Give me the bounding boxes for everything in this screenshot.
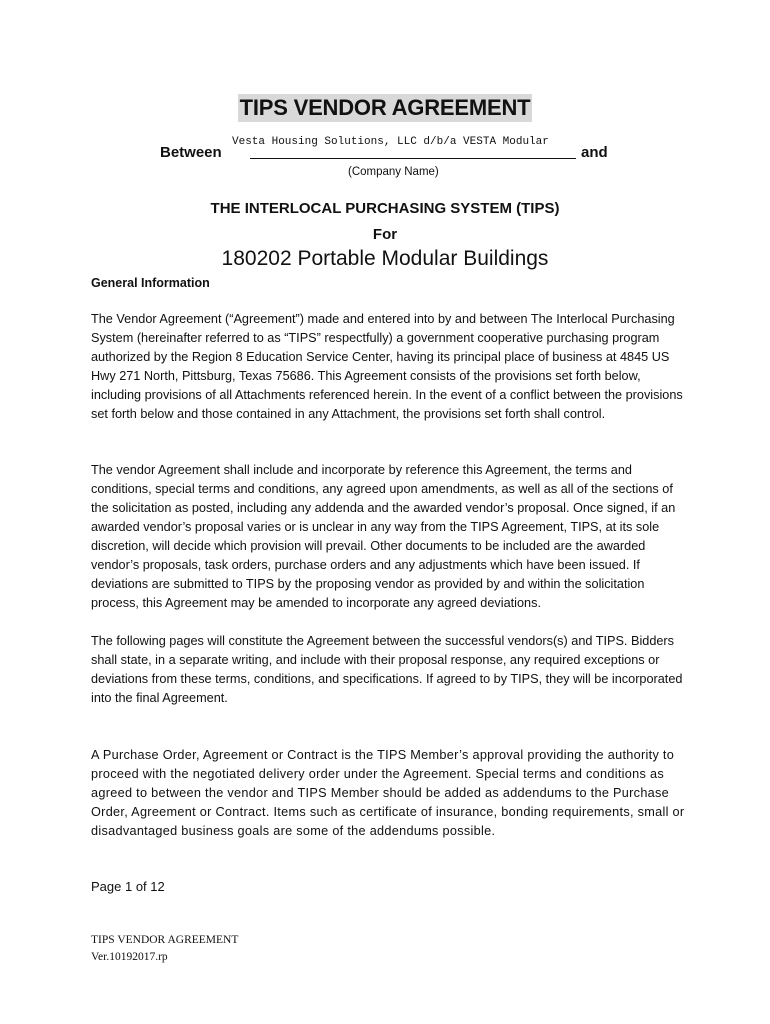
company-name-caption: (Company Name) (348, 166, 439, 178)
footer-version: Ver.10192017.rp (91, 951, 168, 963)
for-label: For (372, 226, 398, 243)
section-heading: General Information (91, 276, 210, 290)
paragraph-vendor-agreement: The Vendor Agreement (“Agreement”) made and entered into by and between The Interlocal Purchasing System (hereinafter referred to as “TIPS” respectfully) a government cooperative purchasing program authorized by the Region 8 Education Service Center, having its principal place of business at 4845 US Hwy 271 North, Pittsburg, Texas 75686. This Agreement consists of the provisions set forth below, including provisions of all Attachments referenced herein. In the event of a conflict between the provisions set forth below and those contained in any Attachment, the provisions set forth shall control. (91, 312, 683, 421)
footer (91, 932, 238, 966)
paragraph-incorporation: The vendor Agreement shall include and incorporate by reference this Agreement, the terms and conditions, special terms and conditions, any agreed upon amendments, as well as all of the sections of the solicitation as posted, including any addenda and the awarded vendor’s proposal. Once signed, if an awarded vendor’s proposal varies or is unclear in any way from the TIPS Agreement, TIPS, at its sole discretion, will decide which provision will prevail. Other documents to be included are the awarded vendor’s proposals, task orders, purchase orders and any adjustments which have been issued. If deviations are submitted to TIPS by the proposing vendor as provided by and within the solicitation process, this Agreement may be amended to incorporate any agreed deviations. (91, 463, 676, 610)
paragraph-purchase-order: A Purchase Order, Agreement or Contract is the TIPS Member’s approval providing the authority to proceed with the negotiated delivery order under the Agreement. Special terms and conditions as agreed to between the vendor and TIPS Member should be added as addendums to the Purchase Order, Agreement or Contract. Items such as certificate of insurance, bonding requirements, small or disadvantaged business goals are some of the addendums possible. (91, 748, 685, 838)
page-number: Page 1 of 12 (91, 879, 165, 894)
system-title: THE INTERLOCAL PURCHASING SYSTEM (TIPS) (210, 200, 560, 217)
company-name-field: Vesta Housing Solutions, LLC d/b/a VESTA Modular (232, 136, 549, 148)
and-label: and (581, 144, 608, 161)
paragraph-following-pages: The following pages will constitute the Agreement between the successful vendors(s) and TIPS. Bidders shall state, in a separate writing, and include with their proposal response, any required exceptions or deviations from these terms, conditions, and specifications. If agreed to by TIPS, they will be incorporated into the final Agreement. (91, 634, 683, 705)
document-title: TIPS VENDOR AGREEMENT (239, 95, 531, 120)
solicitation-title: 180202 Portable Modular Buildings (221, 247, 549, 270)
company-name-underline (250, 158, 576, 159)
document-title-block (0, 94, 770, 122)
footer-title: TIPS VENDOR AGREEMENT (91, 934, 239, 946)
between-label: Between (160, 144, 222, 161)
